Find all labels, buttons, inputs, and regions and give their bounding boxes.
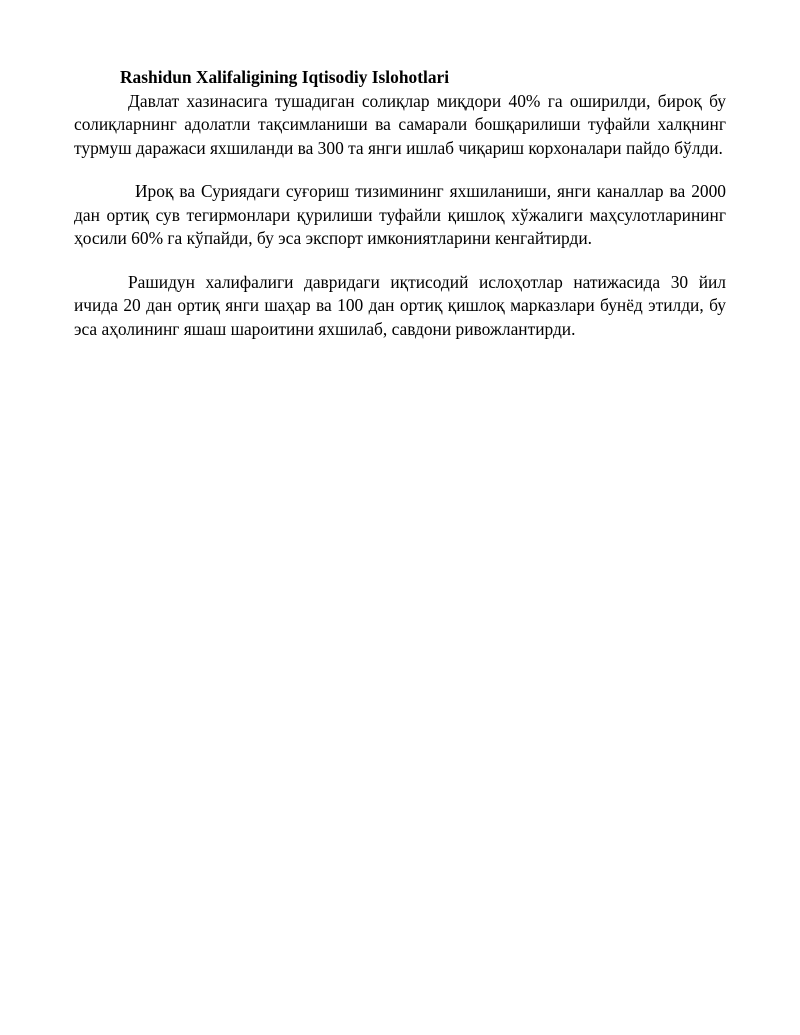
- document-title: Rashidun Xalifaligining Iqtisodiy Islohotlari: [120, 67, 450, 87]
- paragraph-1: Давлат хазинасига тушадиган солиқлар миқдори 40% га оширилди, бироқ бу солиқларнинг адолатли тақсимланиши ва самарали бошқарилиши туфайли халқнинг турмуш даражаси яхшиланди ва 300 та янги ишлаб чиқариш корхоналари пайдо бўлди.: [74, 90, 726, 158]
- document-body: [74, 66, 726, 341]
- paragraph-2: Ироқ ва Суриядаги суғориш тизимининг яхшиланиши, янги каналлар ва 2000 дан ортиқ сув тегирмонлари қурилиши туфайли қишлоқ хўжалиги маҳсулотларининг ҳосили 60% га кўпайди, бу эса экспорт имкониятларини кенгайтирди.: [74, 181, 726, 248]
- paragraph-3: Рашидун халифалиги давридаги иқтисодий ислоҳотлар натижасида 30 йил ичида 20 дан ортиқ янги шаҳар ва 100 дан ортиқ қишлоқ марказлари бунёд этилди, бу эса аҳолининг яшаш шароитини яхшилаб, савдони ривожлантирди.: [74, 271, 726, 339]
